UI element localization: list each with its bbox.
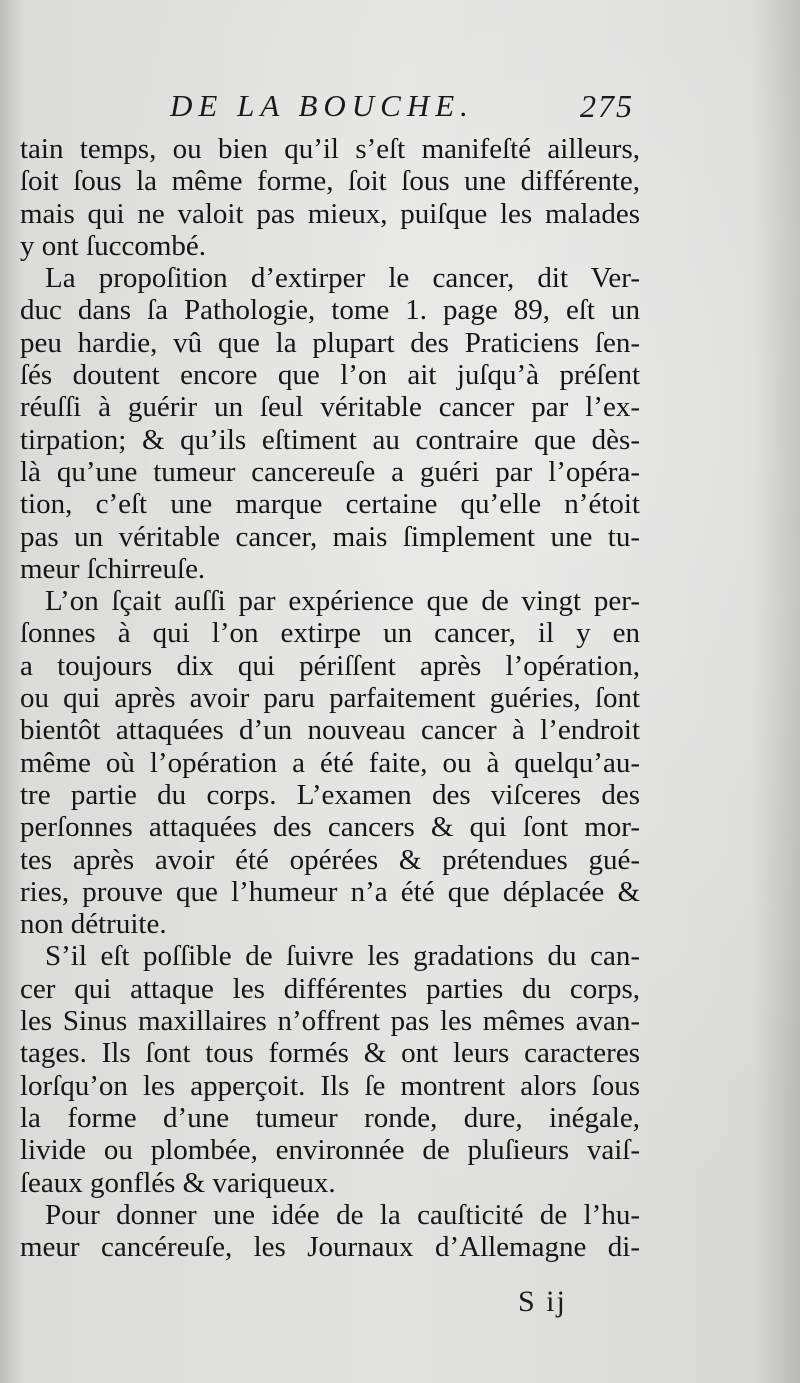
text-line: tain temps, ou bien qu’il s’eſt manifeſté ailleurs,	[20, 133, 640, 165]
text-line: a toujours dix qui périſſent après l’opération,	[20, 649, 640, 682]
text-line: tre partie du corps. L’examen des viſceres des	[20, 778, 640, 811]
text-line: peu hardie, vû que la plupart des Praticiens ſen-	[20, 326, 640, 359]
text-line: L’on ſçait auſſi par expérience que de vingt per-	[45, 585, 640, 618]
text-line: la forme d’une tumeur ronde, dure, inégale,	[20, 1101, 640, 1134]
text-line: meur cancéreuſe, les Journaux d’Allemagne di-	[20, 1231, 640, 1264]
text-line: ſeaux gonflés & variqueux.	[20, 1166, 336, 1199]
text-line: pas un véritable cancer, mais ſimplement une tu-	[20, 520, 640, 553]
text-line: S’il eſt poſſible de ſuivre les gradations du can-	[45, 940, 640, 973]
text-line: cer qui attaque les différentes parties du corps,	[20, 972, 640, 1005]
text-line: ſés doutent encore que l’on ait juſqu’à préſent	[20, 359, 640, 392]
signature-mark: S ij	[518, 1285, 567, 1318]
text-line: duc dans ſa Pathologie, tome 1. page 89, eſt un	[20, 294, 640, 327]
text-line: perſonnes attaquées des cancers & qui ſont mor-	[20, 811, 640, 844]
text-line: ou qui après avoir paru parfaitement guéries, ſont	[20, 682, 640, 715]
text-line: tirpation; & qu’ils eſtiment au contraire que dès-	[20, 423, 640, 456]
text-line: La propoſition d’extirper le cancer, dit Ver-	[45, 262, 640, 295]
text-line: les Sinus maxillaires n’offrent pas les mêmes avan-	[20, 1005, 640, 1038]
text-line: tages. Ils ſont tous formés & ont leurs caracteres	[20, 1037, 640, 1070]
page-header	[20, 88, 660, 128]
text-line: bientôt attaquées d’un nouveau cancer à l’endroit	[20, 714, 640, 747]
text-line: lorſqu’on les apperçoit. Ils ſe montrent alors ſous	[20, 1069, 640, 1102]
text-line: livide ou plombée, environnée de pluſieurs vaiſ-	[20, 1134, 640, 1167]
running-head: DE LA BOUCHE.	[170, 88, 474, 123]
text-line: mais qui ne valoit pas mieux, puiſque les malades	[20, 197, 640, 230]
text-line: tes après avoir été opérées & prétendues gué-	[20, 843, 640, 876]
text-line: meur ſchirreuſe.	[20, 552, 206, 585]
text-line: tion, c’eſt une marque certaine qu’elle n’étoit	[20, 488, 640, 521]
text-line: réuſſi à guérir un ſeul véritable cancer par l’ex-	[20, 391, 640, 424]
text-line: non détruite.	[20, 908, 167, 941]
text-line: y ont ſuccombé.	[20, 229, 207, 262]
text-line: là qu’une tumeur cancereuſe a guéri par l’opéra-	[20, 455, 640, 488]
text-line: ſoit ſous la même forme, ſoit ſous une différente,	[20, 165, 640, 198]
text-line: ries, prouve que l’humeur n’a été que déplacée &	[20, 875, 640, 908]
text-line: ſonnes à qui l’on extirpe un cancer, il y en	[20, 617, 640, 650]
page-number: 275	[580, 88, 634, 124]
body-text	[20, 133, 640, 1263]
text-line: Pour donner une idée de la cauſticité de l’hu-	[45, 1198, 640, 1231]
text-line: même où l’opération a été faite, ou à quelqu’au-	[20, 746, 640, 779]
